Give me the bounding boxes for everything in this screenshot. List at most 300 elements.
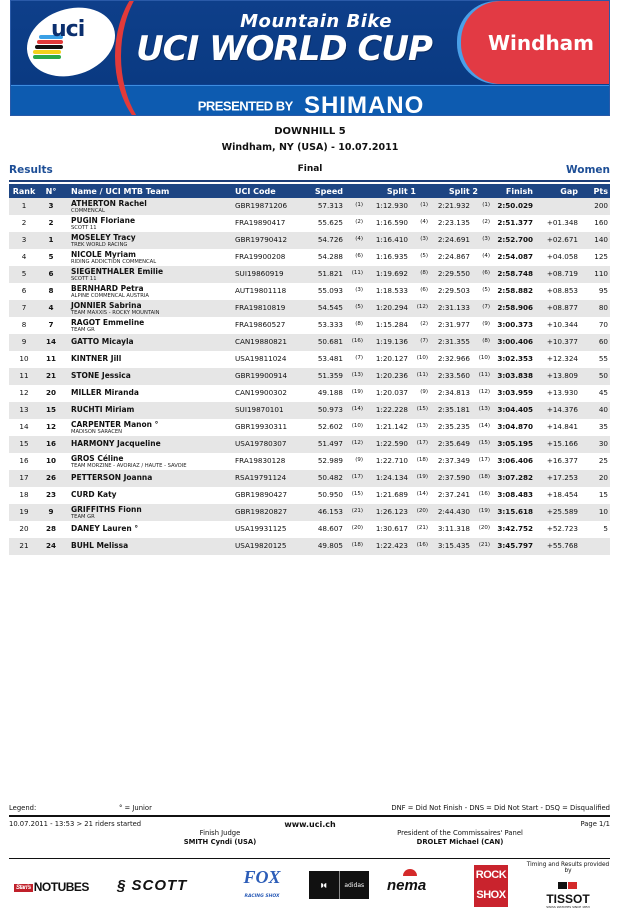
- cell-name-team: [63, 453, 235, 469]
- cell-split2: 2:35.181: [437, 405, 470, 414]
- cell-number: 15: [45, 405, 56, 414]
- notubes-text: NOTUBES: [33, 880, 89, 894]
- cell-split2: 2:32.966: [437, 354, 470, 363]
- notubes-logo: [14, 880, 89, 894]
- cell-speed: 52.602: [317, 422, 343, 431]
- sponsor-divider: [9, 858, 610, 859]
- cell-split1: 1:20.236: [375, 371, 408, 380]
- table-row: [9, 436, 610, 453]
- cell-finish: 2:58.906: [497, 303, 533, 312]
- rider-name: MILLER Miranda: [71, 388, 139, 397]
- cell-rank: 7: [21, 303, 27, 312]
- page-subtitle: Windham, NY (USA) - 10.07.2011: [221, 142, 399, 153]
- cell-split1-rank: (8): [420, 270, 428, 276]
- cell-uci-code: GBR19890427: [235, 490, 288, 499]
- cell-finish: 3:03.838: [497, 371, 533, 380]
- table-row: [9, 368, 610, 385]
- cell-name-team: [63, 215, 235, 231]
- cell-split1: 1:22.590: [375, 439, 408, 448]
- cell-points: 45: [598, 388, 608, 397]
- cell-name-team: [63, 317, 235, 333]
- cell-rank: 10: [19, 354, 29, 363]
- rider-name: JONNIER Sabrina: [71, 301, 142, 310]
- rider-team: TEAM GR: [71, 327, 95, 333]
- category-label: Women: [566, 164, 610, 176]
- cell-split2: 2:37.590: [437, 473, 470, 482]
- table-row: [9, 453, 610, 470]
- cell-speed-rank: (20): [351, 525, 363, 531]
- cell-split1: 1:20.127: [375, 354, 408, 363]
- rider-team: SCOTT 11: [71, 276, 97, 282]
- table-row: [9, 538, 610, 555]
- cell-name-team: [63, 538, 235, 550]
- cell-gap: +04.058: [546, 252, 578, 261]
- cell-uci-code: SUI19870101: [235, 405, 284, 414]
- col-name: Name / UCI MTB Team: [71, 186, 170, 196]
- tissot-t-icon: [558, 882, 567, 889]
- scott-s-icon: §: [117, 877, 132, 894]
- cell-split2-rank: (15): [478, 440, 490, 446]
- rider-name: BUHL Melissa: [71, 541, 129, 550]
- cell-points: 160: [594, 218, 608, 227]
- cell-number: 10: [45, 456, 56, 465]
- cell-gap: +25.589: [546, 507, 578, 516]
- cell-rank: 4: [21, 252, 27, 261]
- cell-split1: 1:18.533: [375, 286, 408, 295]
- rider-name: HARMONY Jacqueline: [71, 439, 161, 448]
- cell-gap: +01.348: [546, 218, 578, 227]
- cell-uci-code: USA19780307: [235, 439, 287, 448]
- cell-split2-rank: (13): [478, 406, 490, 412]
- cell-uci-code: FRA19810819: [235, 303, 286, 312]
- final-label: Final: [297, 164, 323, 174]
- cell-speed-rank: (21): [351, 508, 363, 514]
- rockshox-line1: ROCK: [475, 869, 507, 881]
- cell-split1-rank: (3): [420, 236, 428, 242]
- cell-speed-rank: (10): [351, 423, 363, 429]
- rider-name: DANEY Lauren °: [71, 524, 139, 533]
- cell-split2: 2:33.560: [437, 371, 470, 380]
- oakley-adidas-logo: [309, 871, 369, 899]
- cell-uci-code: FRA19890417: [235, 218, 286, 227]
- cell-rank: 2: [21, 218, 27, 227]
- col-split1: Split 1: [386, 186, 416, 196]
- cell-finish: 2:58.882: [497, 286, 533, 295]
- table-row: [9, 470, 610, 487]
- shimano-logo: SHIMANO: [303, 92, 425, 116]
- president-title: President of the Commissaires' Panel: [397, 829, 523, 837]
- cell-points: 30: [598, 439, 608, 448]
- cell-name-team: [63, 436, 235, 448]
- cell-rank: 17: [19, 473, 29, 482]
- cell-gap: +15.166: [546, 439, 578, 448]
- cell-speed-rank: (17): [351, 474, 363, 480]
- col-points: Pts: [593, 186, 608, 196]
- cell-split2: 2:24.867: [437, 252, 470, 261]
- cell-split1-rank: (7): [420, 338, 428, 344]
- cell-gap: +55.768: [546, 541, 578, 550]
- cell-split2: 2:31.355: [437, 337, 470, 346]
- cell-uci-code: USA19811024: [235, 354, 287, 363]
- cell-name-team: [63, 521, 235, 533]
- rider-name: RAGOT Emmeline: [71, 318, 145, 327]
- rider-team: MADISON SARACEN: [71, 429, 123, 435]
- footer-page-number: Page 1/1: [580, 820, 610, 828]
- venue-name: Windham: [487, 31, 595, 55]
- cell-gap: +17.253: [546, 473, 578, 482]
- cell-speed: 51.359: [317, 371, 343, 380]
- cell-speed: 49.188: [317, 388, 343, 397]
- cell-speed-rank: (13): [351, 372, 363, 378]
- cell-split2: 2:29.503: [437, 286, 470, 295]
- cell-uci-code: CAN19880821: [235, 337, 287, 346]
- cell-points: 140: [594, 235, 608, 244]
- cell-split1-rank: (12): [416, 304, 428, 310]
- cell-finish: 3:08.483: [497, 490, 533, 499]
- cell-speed-rank: (3): [355, 287, 363, 293]
- cell-split1-rank: (11): [416, 372, 428, 378]
- cell-name-team: [63, 402, 235, 414]
- cell-rank: 1: [21, 201, 27, 210]
- cell-speed: 53.333: [317, 320, 343, 329]
- cell-finish: 3:02.353: [497, 354, 533, 363]
- cell-split2: 3:15.435: [437, 541, 470, 550]
- cell-speed: 52.989: [317, 456, 343, 465]
- cell-points: 200: [594, 201, 608, 210]
- col-speed: Speed: [314, 186, 343, 196]
- stans-badge: Stan's: [16, 884, 31, 891]
- cell-number: 23: [45, 490, 56, 499]
- tissot-cross-icon: [568, 882, 577, 889]
- cell-points: 10: [598, 507, 608, 516]
- results-table: [9, 184, 610, 555]
- cell-split2: 2:34.813: [437, 388, 470, 397]
- cell-finish: 3:04.870: [497, 422, 533, 431]
- cell-speed-rank: (14): [351, 406, 363, 412]
- cell-split2-rank: (21): [478, 542, 490, 548]
- cell-split1-rank: (4): [420, 219, 428, 225]
- cell-points: 15: [598, 490, 608, 499]
- cell-split1: 1:21.689: [375, 490, 408, 499]
- footer-website-link[interactable]: www.uci.ch: [284, 820, 336, 829]
- cell-rank: 6: [21, 286, 27, 295]
- cell-split2: 2:29.550: [437, 269, 470, 278]
- rider-name: GATTO Micayla: [71, 337, 134, 346]
- cell-number: 6: [48, 269, 54, 278]
- cell-points: 80: [598, 303, 608, 312]
- rider-name: BERNHARD Petra: [71, 284, 144, 293]
- cell-rank: 8: [21, 320, 27, 329]
- presented-by-line: [11, 92, 610, 116]
- cell-split1-rank: (9): [420, 389, 428, 395]
- cell-points: 70: [598, 320, 608, 329]
- cell-split2-rank: (11): [478, 372, 490, 378]
- cell-split1: 1:20.037: [375, 388, 408, 397]
- rider-name: NICOLE Myriam: [71, 250, 136, 259]
- cell-gap: +10.344: [546, 320, 578, 329]
- cell-uci-code: GBR19820827: [235, 507, 288, 516]
- cell-split1: 1:12.930: [375, 201, 408, 210]
- cell-uci-code: SUI19860919: [235, 269, 284, 278]
- cell-split1: 1:19.692: [375, 269, 408, 278]
- cell-rank: 15: [19, 439, 29, 448]
- rider-name: PETTERSON Joanna: [71, 473, 153, 482]
- cell-split2: 2:21.932: [437, 201, 470, 210]
- cell-gap: +13.809: [546, 371, 578, 380]
- cell-split1: 1:16.590: [375, 218, 408, 227]
- cell-number: 2: [48, 218, 54, 227]
- cell-split1-rank: (18): [416, 457, 428, 463]
- cell-speed-rank: (9): [355, 457, 363, 463]
- cell-number: 16: [45, 439, 56, 448]
- cell-number: 24: [45, 541, 56, 550]
- rider-team: COMMENCAL: [71, 208, 105, 214]
- cell-number: 4: [48, 303, 54, 312]
- cell-uci-code: GBR19900914: [235, 371, 288, 380]
- rider-team: RIDING ADDICTION COMMENCAL: [71, 259, 157, 265]
- cell-name-team: [63, 504, 235, 520]
- col-number: N°: [45, 186, 57, 196]
- cell-finish: 3:42.752: [497, 524, 533, 533]
- cell-split2-rank: (6): [482, 270, 490, 276]
- cell-speed: 50.681: [317, 337, 343, 346]
- cell-uci-code: AUT19801118: [235, 286, 287, 295]
- cell-speed-rank: (18): [351, 542, 363, 548]
- footer-timestamp: 10.07.2011 - 13:53 > 21 riders started: [9, 820, 142, 828]
- cell-finish: 2:54.087: [497, 252, 533, 261]
- scott-text: SCOTT: [131, 877, 188, 894]
- cell-speed: 54.726: [317, 235, 343, 244]
- cell-uci-code: GBR19930311: [235, 422, 288, 431]
- nema-text: nema: [387, 877, 427, 894]
- cell-split2-rank: (18): [478, 474, 490, 480]
- cell-rank: 9: [21, 337, 27, 346]
- rider-name: CURD Katy: [71, 490, 117, 499]
- cell-split2-rank: (1): [482, 202, 490, 208]
- cell-split2: 2:37.241: [437, 490, 470, 499]
- cell-number: 21: [45, 371, 56, 380]
- cell-speed: 48.607: [317, 524, 343, 533]
- cell-name-team: [63, 368, 235, 380]
- scott-logo: [117, 877, 187, 894]
- cell-finish: 3:03.959: [497, 388, 533, 397]
- legend-label: Legend:: [9, 804, 37, 812]
- cell-speed: 54.545: [317, 303, 343, 312]
- tissot-tagline: SWISS WATCHES SINCE 1853: [546, 905, 590, 909]
- tissot-text: TISSOT: [546, 892, 590, 906]
- cell-gap: +08.877: [546, 303, 578, 312]
- cell-uci-code: USA19931125: [235, 524, 287, 533]
- cell-split2: 2:35.235: [437, 422, 470, 431]
- cell-name-team: [63, 419, 235, 435]
- cell-gap: [533, 198, 578, 201]
- cell-split1-rank: (20): [416, 508, 428, 514]
- cell-split1-rank: (17): [416, 440, 428, 446]
- cell-speed-rank: (2): [355, 219, 363, 225]
- cell-gap: +14.376: [546, 405, 578, 414]
- col-gap: Gap: [560, 186, 578, 196]
- cell-split1-rank: (6): [420, 287, 428, 293]
- cell-speed: 51.821: [317, 269, 343, 278]
- cell-uci-code: FRA19830128: [235, 456, 286, 465]
- cell-speed-rank: (8): [355, 321, 363, 327]
- cell-number: 8: [48, 286, 54, 295]
- cell-split1: 1:22.228: [375, 405, 408, 414]
- cell-split1: 1:26.123: [375, 507, 408, 516]
- cell-speed-rank: (6): [355, 253, 363, 259]
- rider-name: SIEGENTHALER Emilie: [71, 267, 164, 276]
- cell-speed-rank: (19): [351, 389, 363, 395]
- table-row: [9, 215, 610, 232]
- cell-speed: 55.625: [317, 218, 343, 227]
- oakley-icon: ◗◖: [320, 881, 327, 889]
- cell-number: 1: [48, 235, 54, 244]
- table-row: [9, 487, 610, 504]
- finish-judge-title: Finish Judge: [199, 829, 241, 837]
- cell-uci-code: FRA19860527: [235, 320, 286, 329]
- cell-split2: 2:24.691: [437, 235, 470, 244]
- cell-split2-rank: (4): [482, 253, 490, 259]
- rider-team: ALPINE COMMENCAL AUSTRIA: [71, 293, 149, 299]
- cell-split1: 1:16.935: [375, 252, 408, 261]
- cell-points: 20: [598, 473, 608, 482]
- cell-split1-rank: (14): [416, 491, 428, 497]
- cell-name-team: [63, 266, 235, 282]
- cell-split1-rank: (10): [416, 355, 428, 361]
- cell-speed: 54.288: [317, 252, 343, 261]
- cell-gap: +10.377: [546, 337, 578, 346]
- table-row: [9, 419, 610, 436]
- cell-name-team: [63, 283, 235, 299]
- rider-team: TEAM GR: [71, 514, 95, 520]
- cell-name-team: [63, 198, 235, 214]
- uci-logo-text: uci: [51, 17, 85, 42]
- cell-split1: 1:30.617: [375, 524, 408, 533]
- cell-split2-rank: (2): [482, 219, 490, 225]
- table-row: [9, 402, 610, 419]
- adidas-text: adidas: [339, 871, 370, 899]
- cell-split2-rank: (7): [482, 304, 490, 310]
- cell-uci-code: FRA19900208: [235, 252, 286, 261]
- cell-number: 5: [48, 252, 54, 261]
- table-row: [9, 317, 610, 334]
- cell-number: 14: [45, 337, 56, 346]
- cell-finish: 2:52.700: [497, 235, 533, 244]
- header-divider: [9, 180, 610, 182]
- banner-title-line1: Mountain Bike: [240, 11, 392, 32]
- cell-number: 11: [45, 354, 56, 363]
- nema-logo: [387, 877, 426, 894]
- cell-points: 25: [598, 456, 608, 465]
- cell-rank: 14: [19, 422, 29, 431]
- cell-uci-code: CAN19900302: [235, 388, 287, 397]
- cell-name-team: [63, 249, 235, 265]
- cell-split2-rank: (19): [478, 508, 490, 514]
- rider-name: MOSELEY Tracy: [71, 233, 136, 242]
- cell-number: 20: [45, 388, 56, 397]
- cell-rank: 19: [19, 507, 29, 516]
- cell-finish: 3:04.405: [497, 405, 533, 414]
- rider-name: KINTNER Jill: [71, 354, 122, 363]
- cell-number: 7: [48, 320, 54, 329]
- cell-speed-rank: (5): [355, 304, 363, 310]
- table-row: [9, 232, 610, 249]
- cell-split1: 1:20.294: [375, 303, 408, 312]
- fox-text: FOX: [243, 867, 281, 887]
- cell-gap: +13.930: [546, 388, 578, 397]
- cell-gap: +14.841: [546, 422, 578, 431]
- legend-junior: ° = Junior: [119, 804, 152, 812]
- cell-split1-rank: (16): [416, 542, 428, 548]
- rider-name: STONE Jessica: [71, 371, 131, 380]
- cell-speed: 50.973: [317, 405, 343, 414]
- cell-finish: 3:06.406: [497, 456, 533, 465]
- cell-finish: 2:58.748: [497, 269, 533, 278]
- cell-split2-rank: (20): [478, 525, 490, 531]
- rider-name: PUGIN Floriane: [71, 216, 136, 225]
- cell-finish: 3:15.618: [497, 507, 533, 516]
- cell-gap: +08.719: [546, 269, 578, 278]
- cell-points: 110: [594, 269, 608, 278]
- cell-name-team: [63, 470, 235, 482]
- legend-status-codes: DNF = Did Not Finish - DNS = Did Not Start - DSQ = Disqualified: [391, 804, 610, 812]
- table-row: [9, 521, 610, 538]
- cell-speed-rank: (12): [351, 440, 363, 446]
- commissaire-president: [380, 829, 540, 847]
- cell-number: 26: [45, 473, 56, 482]
- cell-points: [578, 538, 610, 541]
- cell-split2-rank: (3): [482, 236, 490, 242]
- cell-finish: 2:50.029: [497, 201, 533, 210]
- cell-split1-rank: (1): [420, 202, 428, 208]
- cell-split1: 1:21.142: [375, 422, 408, 431]
- cell-rank: 12: [19, 388, 29, 397]
- cell-split1: 1:15.284: [375, 320, 408, 329]
- rider-name: GRIFFITHS Fionn: [71, 505, 142, 514]
- cell-split1-rank: (15): [416, 406, 428, 412]
- cell-split2-rank: (10): [478, 355, 490, 361]
- table-row: [9, 249, 610, 266]
- rider-team: SCOTT 11: [71, 225, 97, 231]
- cell-points: 5: [603, 524, 608, 533]
- cell-split2-rank: (8): [482, 338, 490, 344]
- cell-split1-rank: (5): [420, 253, 428, 259]
- cell-rank: 16: [19, 456, 29, 465]
- table-header: [9, 184, 610, 198]
- cell-rank: 3: [21, 235, 27, 244]
- page-title: DOWNHILL 5: [274, 126, 346, 137]
- cell-gap: +02.671: [546, 235, 578, 244]
- cell-points: 60: [598, 337, 608, 346]
- cell-name-team: [63, 300, 235, 316]
- cell-name-team: [63, 334, 235, 346]
- cell-speed-rank: (1): [355, 202, 363, 208]
- col-finish: Finish: [505, 186, 533, 196]
- col-split2: Split 2: [448, 186, 478, 196]
- cell-points: 40: [598, 405, 608, 414]
- cell-name-team: [63, 385, 235, 397]
- cell-split2-rank: (5): [482, 287, 490, 293]
- cell-gap: +52.723: [546, 524, 578, 533]
- cell-rank: 21: [19, 541, 29, 550]
- cell-speed-rank: (11): [351, 270, 363, 276]
- cell-name-team: [63, 351, 235, 363]
- results-label: Results: [9, 164, 53, 176]
- cell-name-team: [63, 232, 235, 248]
- tissot-logo: [523, 862, 613, 909]
- cell-split1: 1:19.136: [375, 337, 408, 346]
- banner-title-line2: UCI WORLD CUP: [136, 29, 432, 69]
